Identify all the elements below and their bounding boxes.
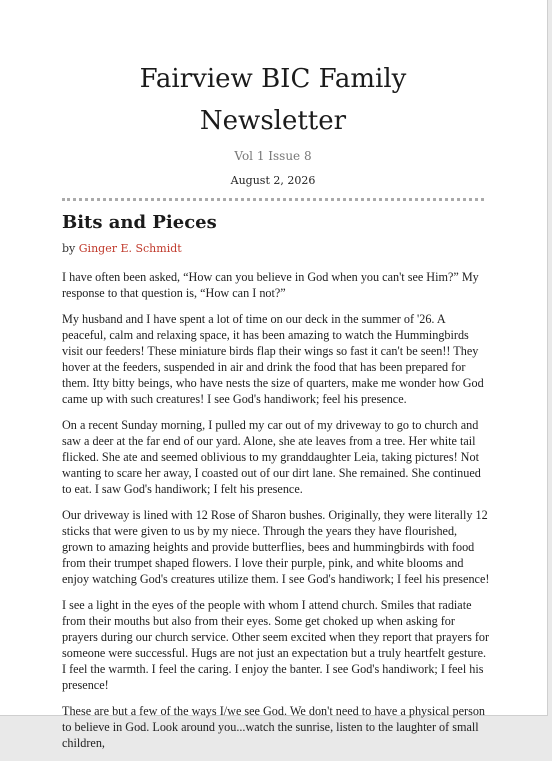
paragraph: These are but a few of the ways I/we see God. We don't need to have a physical person to believe in God. Look around you...watch the sunrise, listen to the laughter of small children, bbox=[62, 704, 486, 750]
author-name: Ginger E. Schmidt bbox=[78, 242, 182, 255]
byline-prefix: by bbox=[62, 242, 76, 255]
paragraph: Our driveway is lined with 12 Rose of Sharon bushes. Originally, they were literally 12 sticks that were given to us by my niece. Through the years they have flourished, grown to amazing heights and provide butterflies, bees and hummingbirds with food from their trumpet shaped flowers. I love their purple, pink, and white blooms and enjoy watching God's creatures utilize them. I see God's handiwork; I feel his presence! bbox=[62, 508, 490, 586]
newsletter-title bbox=[40, 58, 506, 142]
title-line-2: Newsletter bbox=[199, 106, 347, 136]
article-body bbox=[62, 269, 490, 761]
paragraph: On a recent Sunday morning, I pulled my car out of my driveway to go to church and saw a deer at the far end of our yard. Alone, she ate leaves from a tree. Her white tail flicked. She ate and seemed oblivious to my granddaughter Leia, taking pictures! Not wanting to scare her away, I coasted out of our dirt lane. She remained. She continued to eat. I saw God's handiwork; I felt his presence. bbox=[62, 418, 481, 496]
issue-number: Vol 1 Issue 8 bbox=[234, 149, 312, 163]
issue-date: August 2, 2026 bbox=[230, 174, 316, 187]
title-line-1: Fairview BIC Family bbox=[139, 64, 407, 94]
paragraph: My husband and I have spent a lot of time on our deck in the summer of '26. A peaceful, calm and relaxing space, it has been amazing to watch the Hummingbirds visit our feeders! These miniature birds flap their wings so fast it can't be seen!! They hover at the feeders, suspended in air and drink the food that has been prepared for them. Itty bitty beings, who have nests the size of quarters, make me wonder how God came up with such creatures! I see God's handiwork; feel his presence. bbox=[62, 312, 484, 406]
paragraph: I have often been asked, “How can you believe in God when you can't see Him?” My response to that question is, “How can I not?” bbox=[62, 270, 479, 300]
byline bbox=[62, 242, 182, 255]
dotted-divider bbox=[62, 198, 484, 201]
article-heading: Bits and Pieces bbox=[62, 212, 217, 233]
paragraph: I see a light in the eyes of the people with whom I attend church. Smiles that radiate from their mouths but also from their eyes. Some get choked up when asking for prayers during our church service. Other seem excited when they report that prayers for someone were successful. Hugs are not just an expectation but a truly heartfelt gesture. I feel the warmth. I feel the caring. I enjoy the banter. I see God's handiwork; I feel his presence! bbox=[62, 598, 490, 692]
